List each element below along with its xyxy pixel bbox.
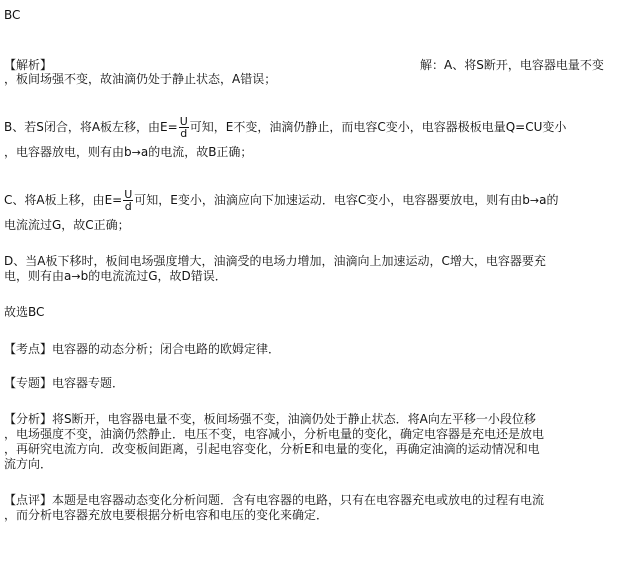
option-d-line1 xyxy=(4,254,546,269)
fraction-denominator: d xyxy=(124,200,132,213)
fenxi-l4: 流方向． xyxy=(4,457,53,471)
option-c-part2: 可知，E变小，油滴应向下加速运动．电容C变小，电容器要放电，则有由b xyxy=(134,193,530,207)
option-d-line2 xyxy=(4,269,227,284)
fenxi-line4 xyxy=(4,457,52,472)
formula-fraction xyxy=(123,189,133,212)
option-c-line2 xyxy=(4,218,130,233)
conclusion-line xyxy=(4,305,44,320)
zhuanti-text: 电容器专题． xyxy=(52,376,125,390)
kaodian-text: 电容器的动态分析；闭合电路的欧姆定律． xyxy=(52,342,281,356)
zhuanti-tag: 【专题】 xyxy=(4,376,53,390)
fenxi-line2 xyxy=(4,427,544,442)
formula-fraction xyxy=(179,116,189,139)
dianping-tag: 【点评】 xyxy=(4,493,53,507)
jiexi-line xyxy=(4,58,626,73)
option-b-line2a: ，电容器放电，则有由b xyxy=(4,145,132,159)
fenxi-tag: 【分析】 xyxy=(4,412,53,426)
fenxi-line1 xyxy=(4,412,536,427)
option-b-line1 xyxy=(4,116,566,139)
option-b-line2 xyxy=(4,145,252,160)
option-b-line2b: a的电流，故B正确； xyxy=(140,145,253,159)
fenxi-l1: 将S断开，电容器电量不变，板间场强不变，油滴仍处于静止状态．将A向左平移一小段位移 xyxy=(52,412,536,426)
arrow-icon: → xyxy=(131,146,141,159)
option-c-line2-text: 电流流过G，故C正确； xyxy=(4,218,130,232)
jiexi-tag: 【解析】 xyxy=(4,58,53,72)
dianping-line1 xyxy=(4,493,544,508)
answer-text: BC xyxy=(4,8,21,22)
dianping-l1: 本题是电容器动态变化分析问题．含有电容器的电路，只有在电容器充电或放电的过程有电流 xyxy=(52,493,545,507)
jiexi-a-line2 xyxy=(4,72,276,87)
arrow-icon: → xyxy=(71,270,81,283)
conclusion-text: 故选BC xyxy=(4,305,45,319)
fraction-numerator: U xyxy=(124,188,133,201)
option-c-part1: C、将A板上移，由E= xyxy=(4,193,123,207)
fraction-denominator: d xyxy=(180,127,188,140)
option-d-line2b: b的电流流过G，故D错误． xyxy=(80,269,227,283)
jiexi-a-text: ，板间场强不变，故油滴仍处于静止状态，A错误； xyxy=(4,72,277,86)
fenxi-line3 xyxy=(4,442,540,457)
kaodian-tag: 【考点】 xyxy=(4,342,53,356)
dianping-l2: ，而分析电容器充放电要根据分析电容和电压的变化来确定． xyxy=(4,508,329,522)
option-c-part3: a的 xyxy=(539,193,559,207)
option-b-part1: B、若S闭合，将A板左移，由E= xyxy=(4,120,178,134)
arrow-icon: → xyxy=(529,194,540,207)
option-d-line2a: 电，则有由a xyxy=(4,269,72,283)
dianping-line2 xyxy=(4,508,328,523)
option-b-part2: 可知，E不变，油滴仍静止，而电容C变小，电容器极板电量Q=CU变小 xyxy=(189,120,567,134)
option-d-line1-text: D、当A板下移时，板间电场强度增大，油滴受的电场力增加，油滴向上加速运动，C增大，电容器要充 xyxy=(4,254,546,268)
option-c-line1 xyxy=(4,189,558,212)
fenxi-l3: ，再研究电流方向．改变板间距离，引起电容变化，分析E和电量的变化，再确定油滴的运动情况和电 xyxy=(4,442,540,456)
fraction-numerator: U xyxy=(179,115,188,128)
kaodian-line xyxy=(4,342,280,357)
jiexi-a-right: 解：A、将S断开，电容器电量不变 xyxy=(420,58,604,72)
fenxi-l2: ，电场强度不变，油滴仍然静止．电压不变，电容减小，分析电量的变化，确定电容器是充电还是放电 xyxy=(4,427,545,441)
answer-line xyxy=(4,8,20,23)
zhuanti-line xyxy=(4,376,124,391)
